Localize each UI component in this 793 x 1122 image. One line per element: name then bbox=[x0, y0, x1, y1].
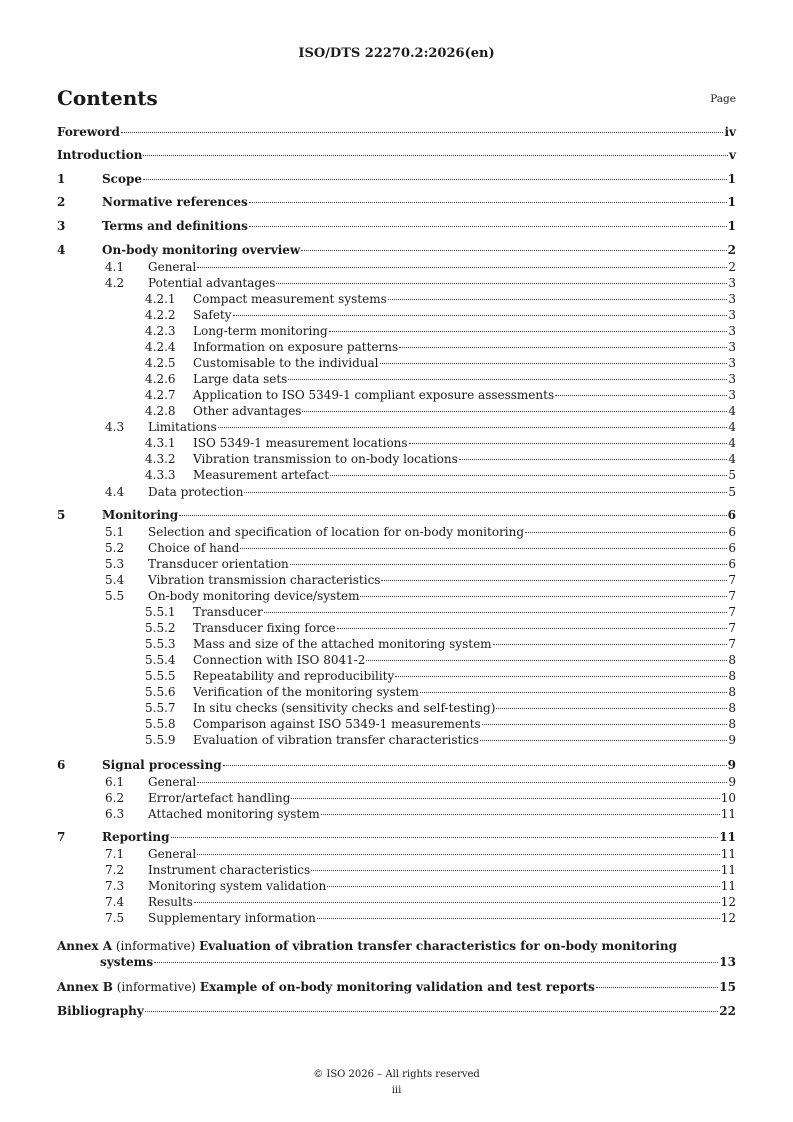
page-number: iii bbox=[391, 1085, 402, 1096]
leader-dots bbox=[290, 564, 728, 565]
leader-dots bbox=[302, 411, 727, 412]
leader-dots bbox=[366, 660, 727, 661]
leader-dots bbox=[317, 918, 720, 919]
toc-entry[interactable] bbox=[57, 636, 736, 652]
toc-entry-number: 7.5 bbox=[105, 911, 125, 925]
toc-entry-page: 8 bbox=[728, 669, 736, 683]
leader-dots bbox=[493, 644, 728, 645]
toc-entry-annex-a[interactable] bbox=[57, 938, 736, 970]
toc-entry-title: Transducer orientation bbox=[148, 557, 289, 571]
toc-entry[interactable] bbox=[57, 467, 736, 483]
annex-b-prefix: Annex B bbox=[57, 980, 113, 994]
toc-entry-title: General bbox=[148, 775, 197, 789]
toc-entry-page: 3 bbox=[728, 372, 736, 386]
toc-entry-title: Instrument characteristics bbox=[148, 863, 311, 877]
toc-entry-number: 4.2.7 bbox=[145, 388, 176, 402]
leader-dots bbox=[145, 1011, 719, 1012]
toc-entry-page: 9 bbox=[727, 758, 736, 772]
toc-entry-page: 12 bbox=[720, 911, 736, 925]
toc-entry[interactable] bbox=[57, 540, 736, 556]
toc-entry[interactable] bbox=[57, 790, 736, 806]
toc-entry-title: Evaluation of vibration transfer characteristics bbox=[193, 733, 480, 747]
toc-entry-page: 10 bbox=[720, 791, 736, 805]
toc-entry[interactable] bbox=[57, 371, 736, 387]
toc-entry-title: Other advantages bbox=[193, 404, 302, 418]
leader-dots bbox=[381, 580, 727, 581]
toc-entry-number: 1 bbox=[57, 172, 66, 186]
toc-entry-title: Foreword bbox=[57, 125, 120, 139]
toc-entry[interactable] bbox=[57, 716, 736, 732]
toc-entry[interactable] bbox=[57, 732, 736, 748]
toc-entry[interactable] bbox=[57, 242, 736, 258]
leader-dots bbox=[244, 492, 727, 493]
toc-entry-title: General bbox=[148, 847, 197, 861]
toc-entry-title: Monitoring system validation bbox=[148, 879, 327, 893]
toc-entry-page: 3 bbox=[728, 340, 736, 354]
leader-dots bbox=[480, 740, 727, 741]
toc-entry-title: Large data sets bbox=[193, 372, 288, 386]
toc-entry-number: 4 bbox=[57, 243, 66, 257]
toc-entry-title: Attached monitoring system bbox=[148, 807, 320, 821]
toc-entry[interactable] bbox=[57, 339, 736, 355]
leader-dots bbox=[233, 315, 728, 316]
toc-entry-number: 7 bbox=[57, 830, 66, 844]
toc-entry-number: 5.5.8 bbox=[145, 717, 176, 731]
toc-entry-title: Monitoring bbox=[102, 508, 179, 522]
toc-entry-page: 4 bbox=[728, 452, 736, 466]
toc-entry[interactable] bbox=[57, 829, 736, 845]
toc-entry[interactable] bbox=[57, 572, 736, 588]
toc-entry-page: 3 bbox=[728, 356, 736, 370]
toc-entry-page: iv bbox=[724, 125, 736, 139]
toc-entry-number: 5 bbox=[57, 508, 66, 522]
toc-entry-number: 5.3 bbox=[105, 557, 125, 571]
toc-entry-page: 3 bbox=[728, 276, 736, 290]
toc-entry-title: Verification of the monitoring system bbox=[193, 685, 419, 699]
toc-entry-number: 7.1 bbox=[105, 847, 125, 861]
toc-entry-page: 6 bbox=[728, 541, 736, 555]
toc-entry-title: Selection and specification of location for on-body monitoring bbox=[148, 525, 525, 539]
toc-entry-page: 7 bbox=[728, 589, 736, 603]
toc-entry-title: Signal processing bbox=[102, 758, 222, 772]
toc-entry-page: 8 bbox=[728, 701, 736, 715]
leader-dots bbox=[197, 782, 727, 783]
toc-entry-title: Compact measurement systems bbox=[193, 292, 387, 306]
toc-entry-number: 4.2.3 bbox=[145, 324, 176, 338]
toc-entry-number: 7.3 bbox=[105, 879, 125, 893]
toc-entry-page: 4 bbox=[728, 420, 736, 434]
toc-entry-title: Customisable to the individual bbox=[193, 356, 379, 370]
copyright-notice: © ISO 2026 – All rights reserved bbox=[313, 1069, 480, 1080]
toc-entry[interactable] bbox=[57, 668, 736, 684]
leader-dots bbox=[555, 395, 727, 396]
toc-entry-number: 4.2.5 bbox=[145, 356, 176, 370]
leader-dots bbox=[360, 596, 727, 597]
toc-entry-number: 7.2 bbox=[105, 863, 125, 877]
toc-entry-bibliography[interactable] bbox=[57, 1003, 736, 1019]
toc-entry[interactable] bbox=[57, 846, 736, 862]
leader-dots bbox=[337, 628, 728, 629]
toc-entry[interactable] bbox=[57, 355, 736, 371]
toc-entry-page: 6 bbox=[728, 557, 736, 571]
toc-entry-title: Introduction bbox=[57, 148, 143, 162]
toc-entry-title: Terms and definitions bbox=[102, 219, 248, 233]
toc-entry-number: 6.3 bbox=[105, 807, 125, 821]
annex-b-title: Example of on-body monitoring validation and test reports bbox=[199, 980, 595, 994]
leader-dots bbox=[154, 962, 718, 963]
toc-entry-title: Long-term monitoring bbox=[193, 324, 328, 338]
toc-entry[interactable] bbox=[57, 806, 736, 822]
toc-entry-number: 5.5.3 bbox=[145, 637, 176, 651]
toc-entry-title: Data protection bbox=[148, 485, 244, 499]
toc-entry-title: Normative references bbox=[102, 195, 248, 209]
toc-entry[interactable] bbox=[57, 774, 736, 790]
toc-entry-page: 11 bbox=[720, 863, 736, 877]
toc-entry-number: 3 bbox=[57, 219, 66, 233]
toc-entry-number: 5.4 bbox=[105, 573, 125, 587]
leader-dots bbox=[388, 299, 728, 300]
toc-entry-title: Safety bbox=[193, 308, 232, 322]
toc-entry[interactable] bbox=[57, 894, 736, 910]
leader-dots bbox=[291, 798, 719, 799]
annex-a-type: (informative) bbox=[112, 939, 200, 953]
toc-entry-page: 11 bbox=[720, 847, 736, 861]
toc-entry-page: 12 bbox=[720, 895, 736, 909]
toc-entry[interactable] bbox=[57, 524, 736, 540]
toc-entry-page: 7 bbox=[728, 605, 736, 619]
toc-entry-number: 5.2 bbox=[105, 541, 125, 555]
page-column-label: Page bbox=[710, 93, 736, 105]
toc-entry[interactable] bbox=[57, 507, 736, 523]
toc-entry[interactable] bbox=[57, 259, 736, 275]
toc-entry-page: 9 bbox=[728, 775, 736, 789]
toc-entry-number: 5.5.2 bbox=[145, 621, 176, 635]
toc-entry-page: 3 bbox=[728, 292, 736, 306]
toc-entry-page: 11 bbox=[720, 879, 736, 893]
toc-entry[interactable] bbox=[57, 419, 736, 435]
toc-entry-number: 5.5.1 bbox=[145, 605, 176, 619]
leader-dots bbox=[288, 379, 727, 380]
toc-entry-title: Mass and size of the attached monitoring system bbox=[193, 637, 492, 651]
bibliography-page: 22 bbox=[719, 1004, 736, 1018]
toc-entry-number: 5.5.6 bbox=[145, 685, 176, 699]
toc-entry-page: 3 bbox=[728, 388, 736, 402]
toc-entry[interactable] bbox=[57, 275, 736, 291]
toc-entry[interactable] bbox=[57, 171, 736, 187]
toc-entry-title: Transducer bbox=[193, 605, 263, 619]
annex-a-title-line2: systems bbox=[100, 955, 154, 969]
toc-entry-number: 4.1 bbox=[105, 260, 125, 274]
toc-entry-page: v bbox=[729, 148, 736, 162]
toc-entry-number: 4.2 bbox=[105, 276, 125, 290]
leader-dots bbox=[143, 179, 727, 180]
toc-entry-title: Scope bbox=[102, 172, 143, 186]
toc-entry[interactable] bbox=[57, 757, 736, 773]
toc-entry-page: 4 bbox=[728, 404, 736, 418]
leader-dots bbox=[240, 548, 727, 549]
leader-dots bbox=[218, 427, 728, 428]
leader-dots bbox=[301, 250, 726, 251]
leader-dots bbox=[264, 612, 728, 613]
toc-entry-number: 6 bbox=[57, 758, 66, 772]
document-id-header: ISO/DTS 22270.2:2026(en) bbox=[298, 46, 495, 61]
toc-entry-title: Vibration transmission characteristics bbox=[148, 573, 381, 587]
toc-entry[interactable] bbox=[57, 878, 736, 894]
toc-entry-title: Supplementary information bbox=[148, 911, 316, 925]
toc-entry[interactable] bbox=[57, 291, 736, 307]
toc-entry-page: 7 bbox=[728, 621, 736, 635]
toc-entry-page: 3 bbox=[728, 308, 736, 322]
toc-entry[interactable] bbox=[57, 147, 736, 163]
toc-entry-title: Limitations bbox=[148, 420, 217, 434]
toc-entry[interactable] bbox=[57, 910, 736, 926]
toc-entry-number: 4.3 bbox=[105, 420, 125, 434]
toc-entry-title: Vibration transmission to on-body locations bbox=[193, 452, 458, 466]
leader-dots bbox=[197, 854, 719, 855]
toc-entry-number: 4.2.6 bbox=[145, 372, 176, 386]
leader-dots bbox=[525, 532, 727, 533]
toc-entry[interactable] bbox=[57, 588, 736, 604]
leader-dots bbox=[249, 202, 727, 203]
toc-entry-number: 4.2.8 bbox=[145, 404, 176, 418]
toc-entry-annex-b[interactable] bbox=[57, 979, 736, 995]
toc-entry-page: 8 bbox=[728, 717, 736, 731]
leader-dots bbox=[276, 283, 727, 284]
toc-entry[interactable] bbox=[57, 684, 736, 700]
toc-entry-number: 5.5.7 bbox=[145, 701, 176, 715]
toc-entry-page: 1 bbox=[727, 219, 736, 233]
toc-entry[interactable] bbox=[57, 387, 736, 403]
leader-dots bbox=[311, 870, 720, 871]
leader-dots bbox=[194, 902, 720, 903]
annex-b-page: 15 bbox=[719, 980, 736, 994]
toc-entry-page: 11 bbox=[720, 807, 736, 821]
leader-dots bbox=[395, 676, 727, 677]
toc-entry-number: 5.1 bbox=[105, 525, 125, 539]
toc-entry-number: 5.5.4 bbox=[145, 653, 176, 667]
toc-entry-page: 3 bbox=[728, 324, 736, 338]
leader-dots bbox=[399, 347, 727, 348]
toc-entry-number: 4.2.2 bbox=[145, 308, 176, 322]
toc-entry[interactable] bbox=[57, 484, 736, 500]
toc-entry[interactable] bbox=[57, 862, 736, 878]
leader-dots bbox=[459, 459, 728, 460]
annex-b-type: (informative) bbox=[112, 980, 200, 994]
toc-entry-title: Comparison against ISO 5349-1 measurements bbox=[193, 717, 481, 731]
toc-entry-title: On-body monitoring device/system bbox=[148, 589, 360, 603]
toc-entry[interactable] bbox=[57, 307, 736, 323]
toc-entry-title: Transducer fixing force bbox=[193, 621, 336, 635]
toc-entry[interactable] bbox=[57, 620, 736, 636]
toc-entry-page: 1 bbox=[727, 195, 736, 209]
leader-dots bbox=[197, 267, 727, 268]
annex-a-page: 13 bbox=[719, 955, 736, 969]
leader-dots bbox=[143, 155, 728, 156]
toc-entry-page: 5 bbox=[728, 468, 736, 482]
toc-entry-title: Repeatability and reproducibility bbox=[193, 669, 395, 683]
leader-dots bbox=[223, 765, 727, 766]
toc-entry[interactable] bbox=[57, 323, 736, 339]
toc-entry-page: 9 bbox=[728, 733, 736, 747]
leader-dots bbox=[330, 475, 727, 476]
toc-entry[interactable] bbox=[57, 652, 736, 668]
toc-entry-page: 7 bbox=[728, 573, 736, 587]
annex-a-prefix: Annex A bbox=[57, 939, 113, 953]
toc-entry-number: 4.3.3 bbox=[145, 468, 176, 482]
toc-entry-number: 4.2.1 bbox=[145, 292, 176, 306]
toc-entry[interactable] bbox=[57, 124, 736, 140]
leader-dots bbox=[121, 132, 724, 133]
toc-entry-title: Reporting bbox=[102, 830, 170, 844]
toc-entry-page: 6 bbox=[728, 525, 736, 539]
toc-entry-page: 7 bbox=[728, 637, 736, 651]
toc-entry-title: General bbox=[148, 260, 197, 274]
leader-dots bbox=[496, 708, 727, 709]
toc-entry-number: 4.4 bbox=[105, 485, 125, 499]
leader-dots bbox=[327, 886, 720, 887]
toc-entry[interactable] bbox=[57, 451, 736, 467]
toc-entry-title: Application to ISO 5349-1 compliant exposure assessments bbox=[193, 388, 555, 402]
leader-dots bbox=[179, 515, 727, 516]
toc-entry-title: Potential advantages bbox=[148, 276, 276, 290]
toc-entry-title: Choice of hand bbox=[148, 541, 240, 555]
leader-dots bbox=[596, 987, 718, 988]
toc-entry[interactable] bbox=[57, 218, 736, 234]
leader-dots bbox=[171, 837, 719, 838]
toc-entry-page: 2 bbox=[728, 260, 736, 274]
toc-entry-page: 5 bbox=[728, 485, 736, 499]
toc-entry-title: Connection with ISO 8041-2 bbox=[193, 653, 366, 667]
toc-entry-number: 5.5 bbox=[105, 589, 125, 603]
toc-entry-number: 4.2.4 bbox=[145, 340, 176, 354]
toc-entry-title: In situ checks (sensitivity checks and self-testing) bbox=[193, 701, 496, 715]
toc-entry-title: Measurement artefact bbox=[193, 468, 330, 482]
toc-entry-number: 6.2 bbox=[105, 791, 125, 805]
toc-entry-number: 4.3.2 bbox=[145, 452, 176, 466]
annex-a-title-line1: Evaluation of vibration transfer characteristics for on-body monitoring bbox=[199, 939, 678, 953]
page-footer bbox=[0, 1067, 793, 1099]
leader-dots bbox=[329, 331, 728, 332]
toc-entry[interactable] bbox=[57, 556, 736, 572]
toc-entry-page: 6 bbox=[727, 508, 736, 522]
toc-entry-number: 7.4 bbox=[105, 895, 125, 909]
leader-dots bbox=[321, 814, 720, 815]
toc-entry-page: 11 bbox=[719, 830, 736, 844]
toc-entry-number: 2 bbox=[57, 195, 66, 209]
toc-entry-page: 8 bbox=[728, 653, 736, 667]
toc-entry-page: 4 bbox=[728, 436, 736, 450]
toc-entry[interactable] bbox=[57, 403, 736, 419]
bibliography-title: Bibliography bbox=[57, 1004, 144, 1018]
toc-entry-page: 1 bbox=[727, 172, 736, 186]
toc-entry-number: 4.3.1 bbox=[145, 436, 176, 450]
leader-dots bbox=[482, 724, 728, 725]
leader-dots bbox=[409, 443, 728, 444]
toc-entry-title: Results bbox=[148, 895, 193, 909]
toc-entry[interactable] bbox=[57, 700, 736, 716]
toc-entry[interactable] bbox=[57, 435, 736, 451]
toc-entry-number: 5.5.9 bbox=[145, 733, 176, 747]
leader-dots bbox=[420, 692, 727, 693]
leader-dots bbox=[249, 226, 727, 227]
toc-entry-title: On-body monitoring overview bbox=[102, 243, 301, 257]
toc-entry-number: 6.1 bbox=[105, 775, 125, 789]
toc-entry-title: Information on exposure patterns bbox=[193, 340, 399, 354]
toc-entry[interactable] bbox=[57, 604, 736, 620]
toc-entry[interactable] bbox=[57, 194, 736, 210]
toc-entry-title: Error/artefact handling bbox=[148, 791, 291, 805]
toc-entry-page: 2 bbox=[727, 243, 736, 257]
contents-title: Contents bbox=[57, 86, 158, 110]
toc-entry-number: 5.5.5 bbox=[145, 669, 176, 683]
toc-entry-title: ISO 5349-1 measurement locations bbox=[193, 436, 408, 450]
leader-dots bbox=[380, 363, 728, 364]
toc-entry-page: 8 bbox=[728, 685, 736, 699]
